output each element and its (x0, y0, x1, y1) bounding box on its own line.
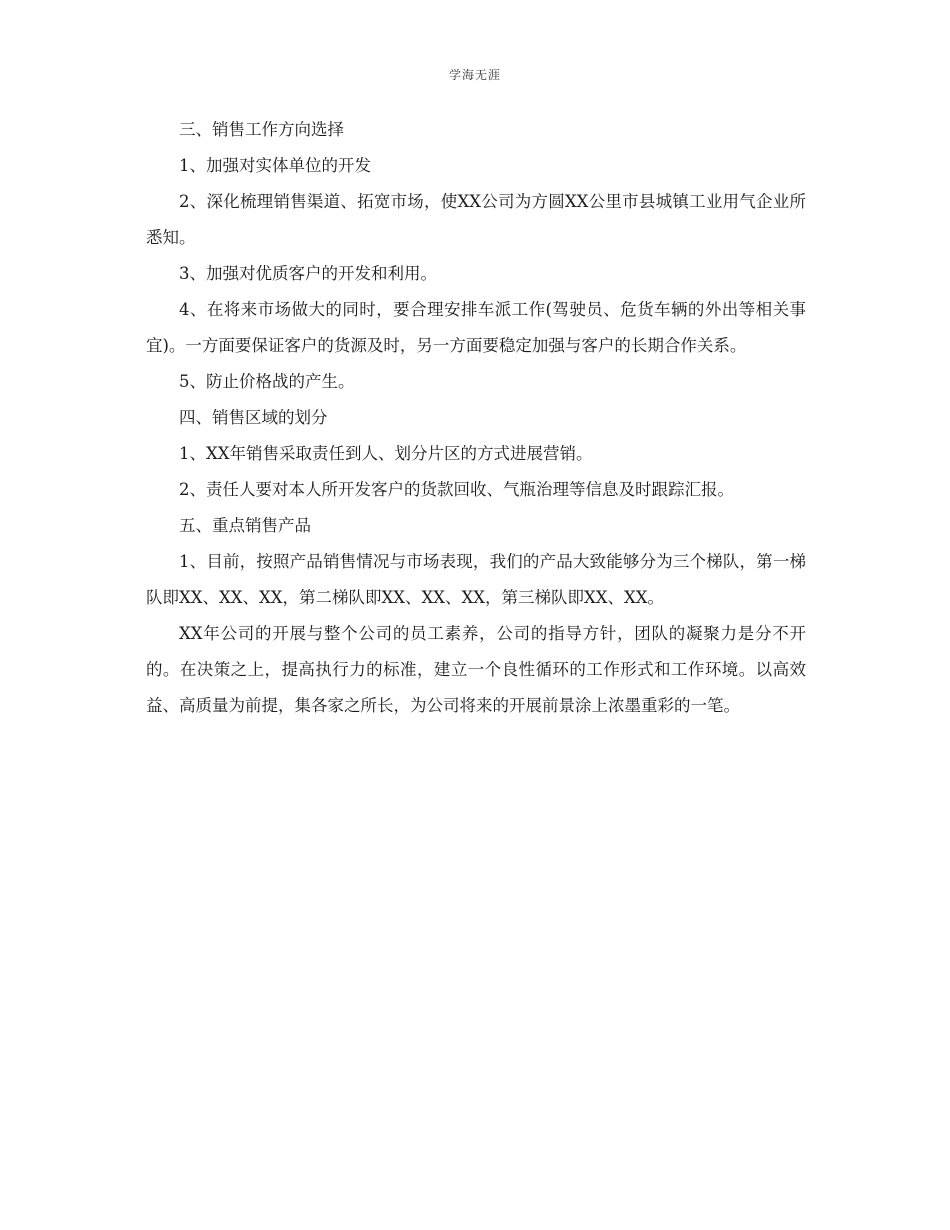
section-heading-key-products: 五、重点销售产品 (179, 516, 311, 535)
page-header: 学海无涯 (448, 68, 501, 82)
paragraph: 2、责任人要对本人所开发客户的货款回收、气瓶治理等信息及时跟踪汇报。 (179, 480, 734, 499)
section-heading-sales-region: 四、销售区域的划分 (179, 408, 328, 427)
paragraph: 4、在将来市场做大的同时，要合理安排车派工作(驾驶员、危货车辆的外出等相关事宜)。一方面要保证客户的货源及时，另一方面要稳定加强与客户的长期合作关系。 (146, 300, 806, 355)
paragraph: 1、XX年销售采取责任到人、划分片区的方式进展营销。 (179, 444, 593, 463)
paragraph: 3、加强对优质客户的开发和利用。 (179, 264, 437, 283)
paragraph: 5、防止价格战的产生。 (179, 372, 355, 391)
closing-paragraph: XX年公司的开展与整个公司的员工素养，公司的指导方针，团队的凝聚力是分不开的。在决策之上，提高执行力的标准，建立一个良性循环的工作形式和工作环境。以高效益、高质量为前提，集各家之所长，为公司将来的开展前景涂上浓墨重彩的一笔。 (146, 624, 806, 715)
section-heading-sales-direction: 三、销售工作方向选择 (179, 120, 344, 139)
paragraph: 1、目前，按照产品销售情况与市场表现，我们的产品大致能够分为三个梯队，第一梯队即XX、XX、XX，第二梯队即XX、XX、XX，第三梯队即XX、XX。 (146, 552, 806, 607)
paragraph: 2、深化梳理销售渠道、拓宽市场，使XX公司为方圆XX公里市县城镇工业用气企业所悉知。 (146, 192, 806, 247)
paragraph: 1、加强对实体单位的开发 (179, 156, 371, 175)
document-body (146, 112, 806, 724)
